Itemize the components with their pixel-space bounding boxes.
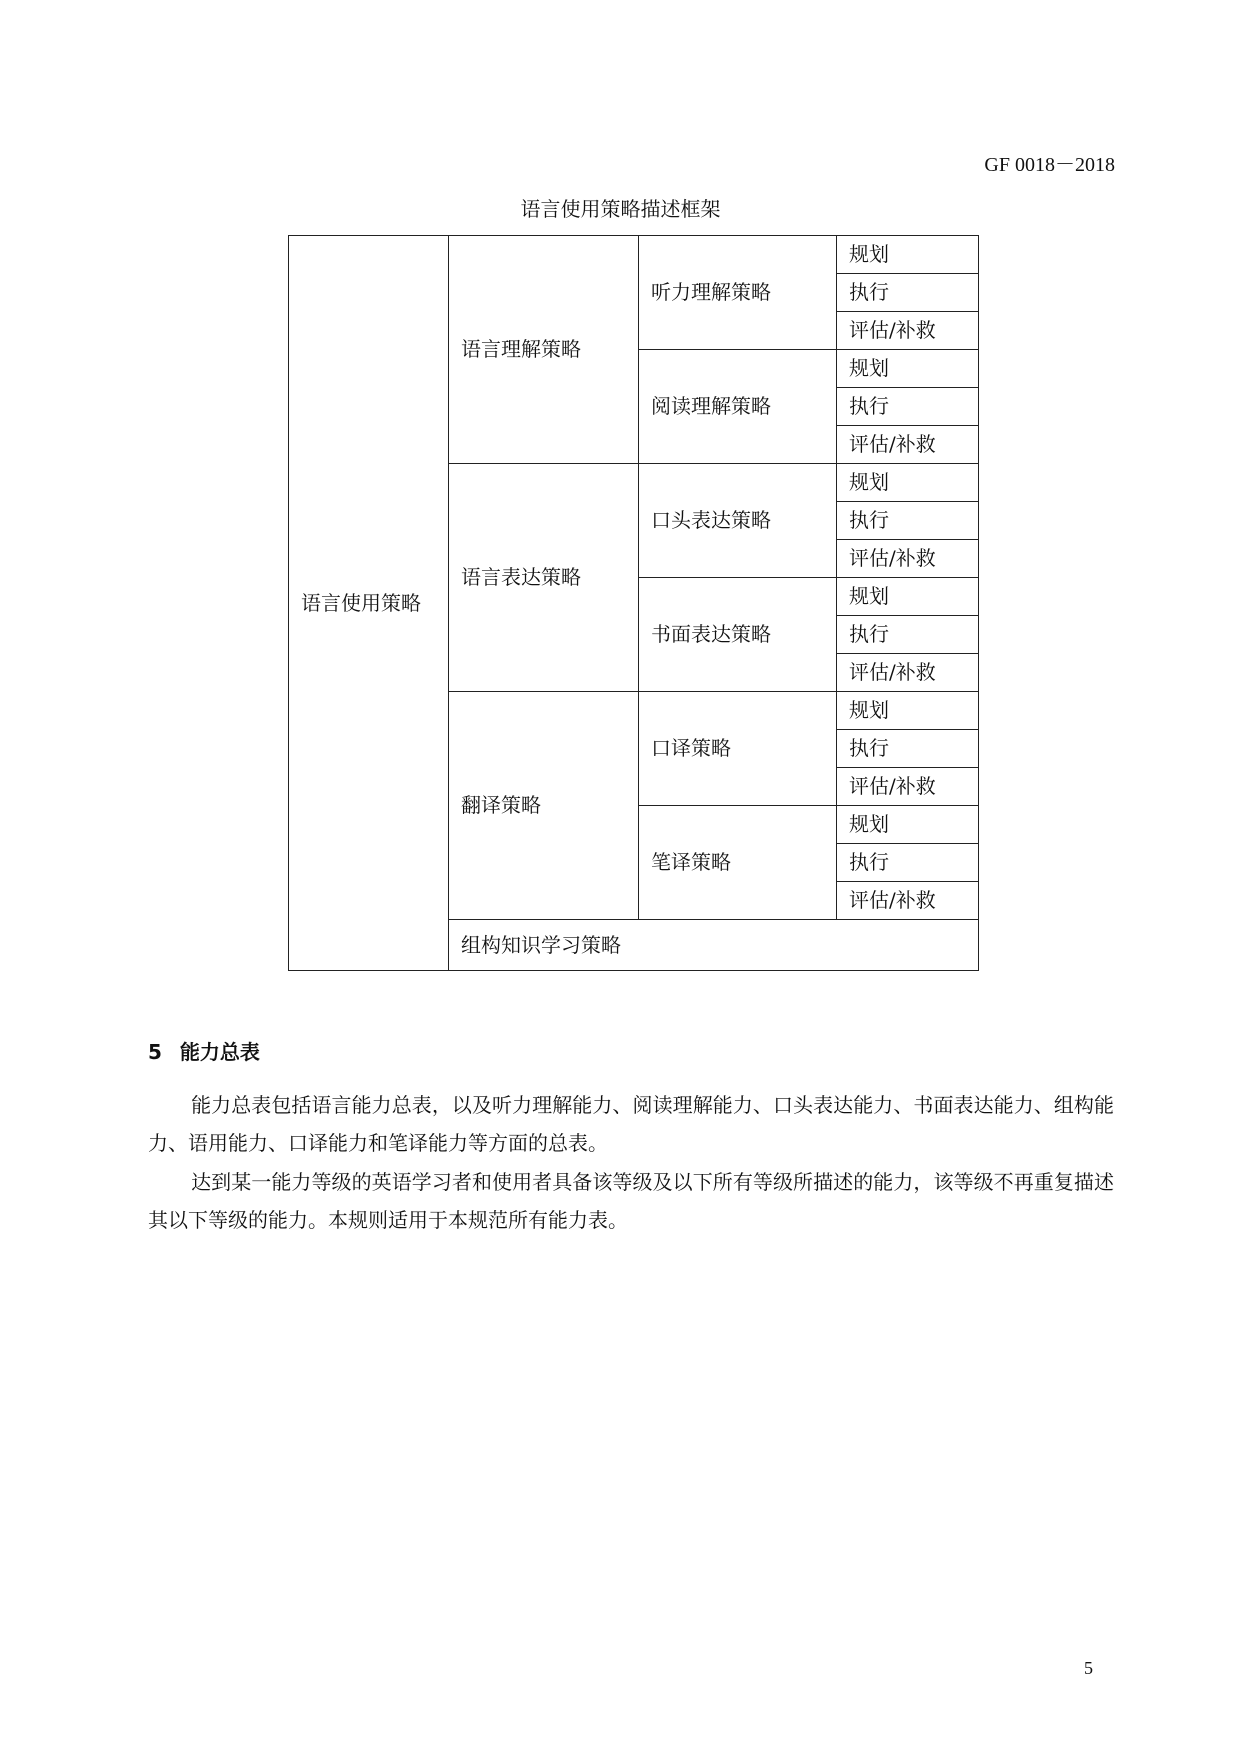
paragraph-text: 达到某一能力等级的英语学习者和使用者具备该等级及以下所有等级所描述的能力，该等级不再重复描述其以下等级的能力。本规则适用于本规范所有能力表。 [148,1170,1114,1232]
section-title: 能力总表 [179,1040,260,1064]
strategy-stage-cell: 规划 [837,236,979,274]
strategy-sub-cell: 口头表达策略 [639,464,837,578]
strategy-sub-cell: 笔译策略 [639,806,837,920]
strategy-stage-cell: 评估/补救 [837,312,979,350]
strategy-sub-cell: 书面表达策略 [639,578,837,692]
strategy-group-cell: 翻译策略 [449,692,639,920]
paragraph [148,1163,1114,1239]
strategy-sub-cell: 听力理解策略 [639,236,837,350]
table-title: 语言使用策略描述框架 [520,197,721,221]
strategy-sub-cell: 口译策略 [639,692,837,806]
strategy-stage-cell: 规划 [837,578,979,616]
strategy-stage-cell: 规划 [837,350,979,388]
strategy-stage-cell: 执行 [837,274,979,312]
strategy-stage-cell: 执行 [837,502,979,540]
strategy-group-cell: 语言理解策略 [449,236,639,464]
strategy-stage-cell: 评估/补救 [837,426,979,464]
document-code: GF 0018－2018 [984,154,1115,176]
strategy-stage-cell: 执行 [837,616,979,654]
root-category-cell: 语言使用策略 [289,236,449,971]
strategy-stage-cell: 评估/补救 [837,768,979,806]
strategy-stage-cell: 评估/补救 [837,882,979,920]
strategy-framework-table [288,235,979,971]
strategy-stage-cell: 执行 [837,730,979,768]
strategy-stage-cell: 评估/补救 [837,540,979,578]
knowledge-strategy-cell: 组构知识学习策略 [449,920,979,971]
paragraph [148,1086,1114,1162]
strategy-stage-cell: 执行 [837,844,979,882]
paragraph-text: 能力总表包括语言能力总表，以及听力理解能力、阅读理解能力、口头表达能力、书面表达能力、组构能力、语用能力、口译能力和笔译能力等方面的总表。 [148,1093,1114,1155]
page-number: 5 [1084,1658,1093,1678]
strategy-stage-cell: 执行 [837,388,979,426]
strategy-sub-cell: 阅读理解策略 [639,350,837,464]
strategy-group-cell: 语言表达策略 [449,464,639,692]
strategy-stage-cell: 评估/补救 [837,654,979,692]
strategy-stage-cell: 规划 [837,806,979,844]
table-row [289,236,979,274]
strategy-stage-cell: 规划 [837,692,979,730]
section-number: 5 [148,1040,162,1064]
section-heading [148,1036,260,1065]
strategy-stage-cell: 规划 [837,464,979,502]
